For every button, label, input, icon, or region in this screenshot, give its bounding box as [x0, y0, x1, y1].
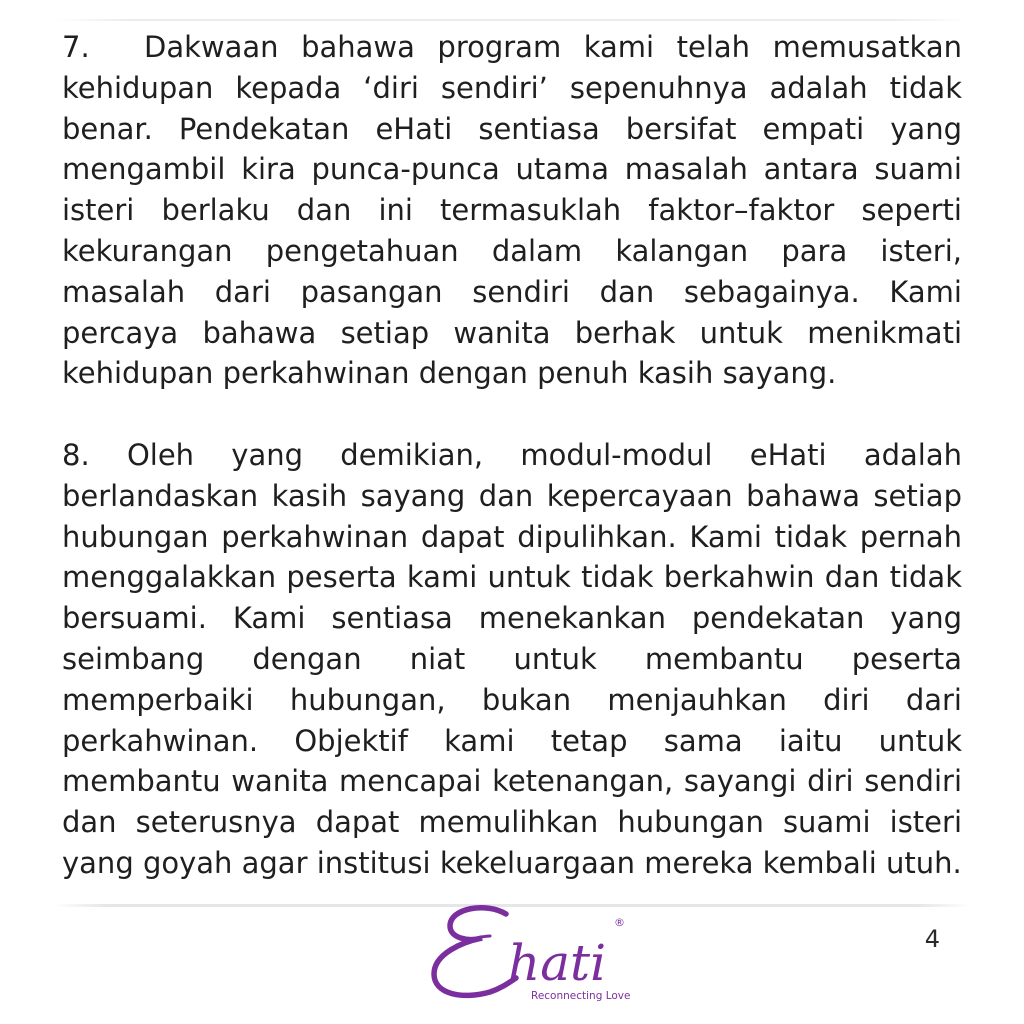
top-divider — [55, 19, 967, 21]
logo-tagline: Reconnecting Love — [531, 990, 631, 1002]
registered-mark: ® — [614, 916, 625, 929]
paragraph-text: Dakwaan bahawa program kami telah memusatkan kehidupan kepada ‘diri sendiri’ sepenuhnya adalah tidak benar. Pendekatan eHati sentiasa bersifat empati yang mengambil kira punca-punca utama masalah antara suami isteri berlaku dan ini termasuklah faktor–faktor seperti kekurangan pengetahuan dalam kalangan para isteri, masalah dari pasangan sendiri dan sebagainya. Kami percaya bahawa setiap wanita berhak untuk menikmati kehidupan perkahwinan dengan penuh kasih sayang. — [62, 30, 962, 391]
ehati-logo — [428, 900, 658, 1012]
paragraph-text: Oleh yang demikian, modul-modul eHati adalah berlandaskan kasih sayang dan kepercayaan bahawa setiap hubungan perkahwinan dapat dipulihkan. Kami tidak pernah menggalakkan peserta kami untuk tidak berkahwin dan tidak bersuami. Kami sentiasa menekankan pendekatan yang seimbang dengan niat untuk membantu peserta memperbaiki hubungan, bukan menjauhkan diri dari perkahwinan. Objektif kami tetap sama iaitu untuk membantu wanita mencapai ketenangan, sayangi diri sendiri dan seterusnya dapat memulihkan hubungan suami isteri yang goyah agar institusi kekeluargaan mereka kembali utuh. — [62, 437, 962, 880]
page-number: 4 — [924, 925, 940, 953]
paragraph-number: 8. — [62, 437, 90, 472]
paragraph-number: 7. — [62, 30, 90, 64]
document-body — [62, 27, 962, 884]
paragraph-7 — [62, 27, 962, 394]
logo-wordmark: hati — [508, 934, 607, 992]
paragraph-8 — [62, 435, 962, 884]
